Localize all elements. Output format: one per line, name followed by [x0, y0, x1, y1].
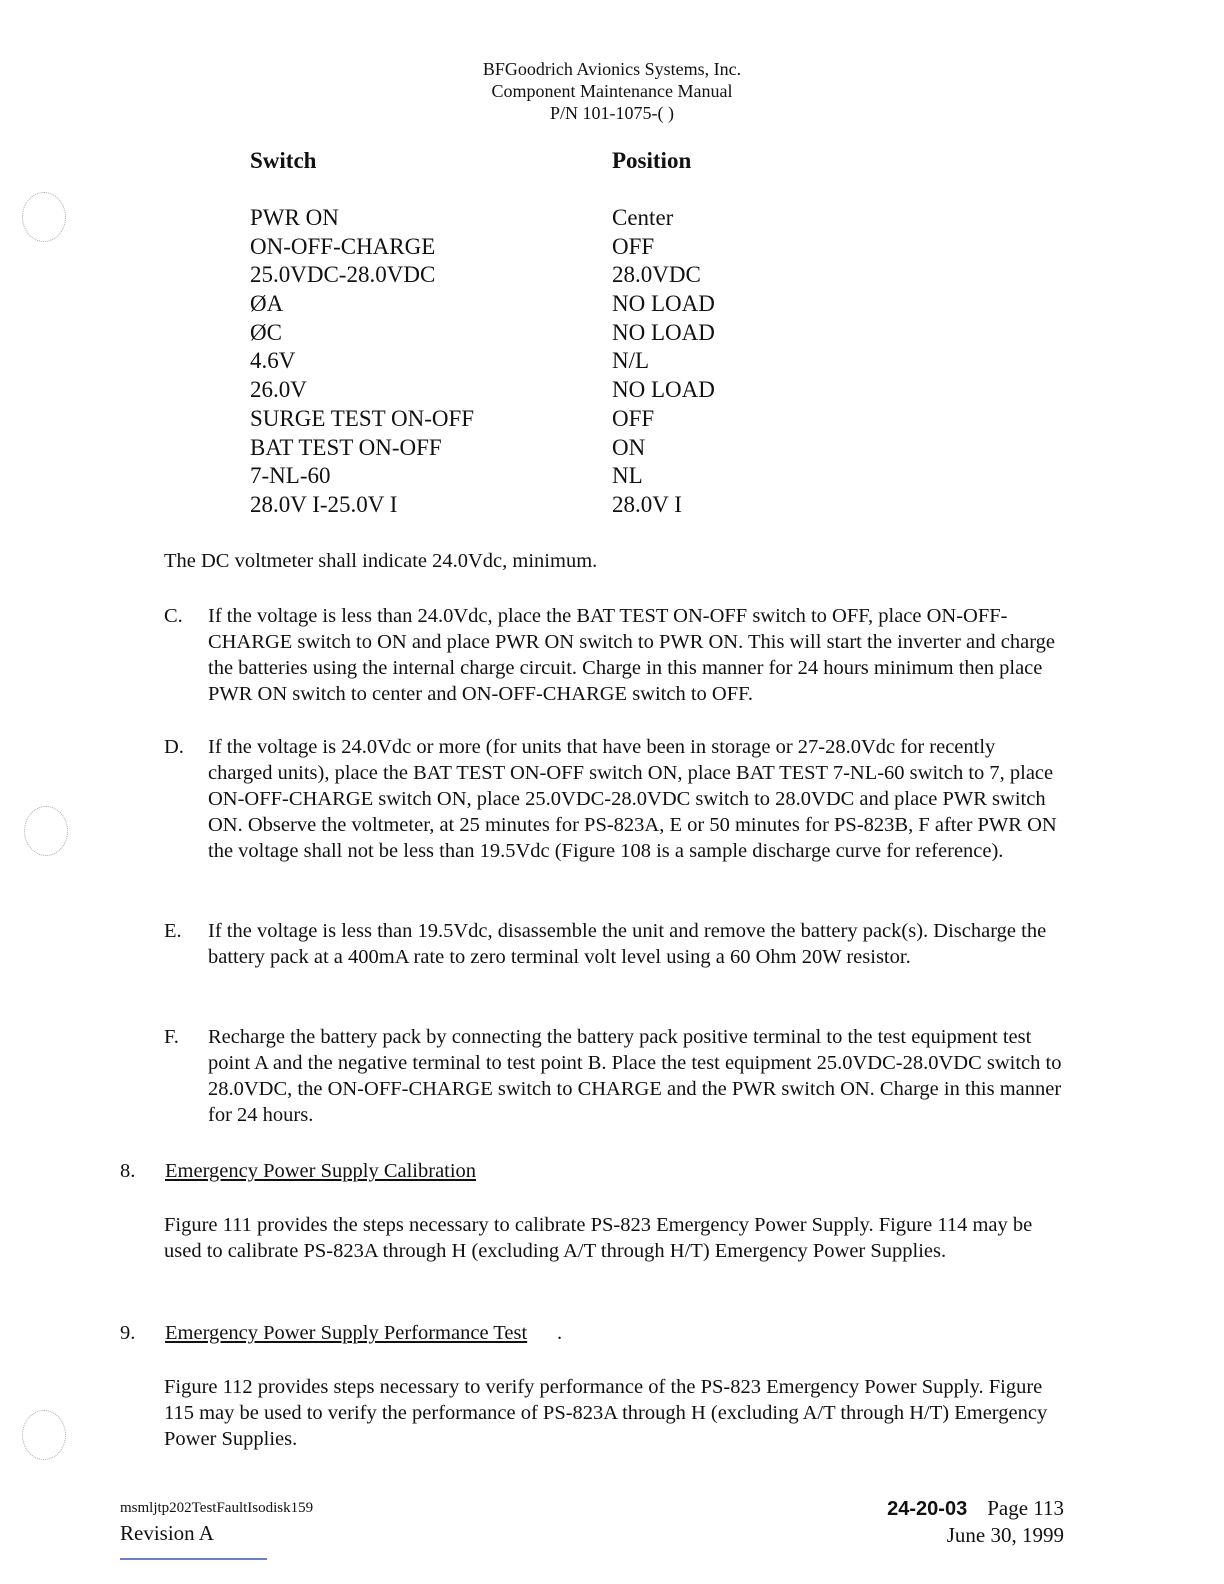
position-cell: NO LOAD: [612, 319, 715, 345]
hole-punch-mark: [22, 192, 66, 242]
footer-revision: Revision A: [120, 1521, 214, 1545]
switch-cell: 26.0V: [250, 377, 307, 403]
position-cell: NO LOAD: [612, 291, 715, 317]
switch-cell: SURGE TEST ON-OFF: [250, 405, 475, 431]
section-8-body: Figure 111 provides the steps necessary to calibrate PS-823 Emergency Power Supply. Figure 114 may be used to calibrate PS-823A through H (excluding A/T through H/T) Emergency Power Supplies.: [164, 1214, 1033, 1262]
company-name: BFGoodrich Avionics Systems, Inc.: [482, 59, 742, 79]
step-text: If the voltage is less than 19.5Vdc, disassemble the unit and remove the battery pack(s). Discharge the battery pack at a 400mA rate to zero terminal volt level using a 60 Ohm 20W resistor.: [208, 920, 1047, 968]
step-c: [164, 603, 1064, 707]
switch-cell: 4.6V: [250, 348, 296, 374]
page-header: [0, 58, 1224, 124]
section-title: Emergency Power Supply Calibration: [165, 1160, 477, 1182]
section-number: 8.: [120, 1160, 136, 1182]
switch-cell: 7-NL-60: [250, 463, 331, 489]
section-title: Emergency Power Supply Performance Test: [165, 1322, 528, 1344]
step-letter: F.: [164, 1026, 179, 1048]
hole-punch-mark: [22, 1410, 66, 1460]
step-letter: E.: [164, 920, 182, 942]
footer-left: [120, 1500, 313, 1546]
switch-cell: ØA: [250, 291, 284, 317]
step-letter: D.: [164, 736, 184, 758]
position-cell: NO LOAD: [612, 377, 715, 403]
position-cell: ON: [612, 434, 646, 460]
voltmeter-note: The DC voltmeter shall indicate 24.0Vdc, minimum.: [164, 550, 598, 572]
position-cell: Center: [612, 205, 674, 230]
footer-page-number: Page 113: [987, 1496, 1064, 1520]
section-number: 9.: [120, 1322, 136, 1344]
footer-right: [887, 1496, 1064, 1548]
position-cell: N/L: [612, 348, 650, 374]
step-text: If the voltage is less than 24.0Vdc, place the BAT TEST ON-OFF switch to OFF, place ON-OFF-CHARGE switch to ON and place PWR ON switch to PWR ON. This will start the inverter and charge the batteries using the internal charge circuit. Charge in this manner for 24 hours minimum then place PWR ON switch to center and ON-OFF-CHARGE switch to OFF.: [208, 605, 1056, 705]
footer-filename: msmljtp202TestFaultIsodisk159: [120, 1500, 314, 1516]
step-f: [164, 1024, 1064, 1128]
section-9-body: Figure 112 provides steps necessary to verify performance of the PS-823 Emergency Power Supply. Figure 115 may be used to verify the performance of PS-823A through H (excluding A/T through H/T) Emergency Power Supplies.: [164, 1376, 1048, 1450]
footer-date: June 30, 1999: [946, 1523, 1064, 1547]
step-d: [164, 734, 1064, 864]
position-cell: NL: [612, 463, 643, 489]
position-cell: OFF: [612, 405, 655, 431]
step-text: If the voltage is 24.0Vdc or more (for units that have been in storage or 27-28.0Vdc for recently charged units), place the BAT TEST ON-OFF switch ON, place BAT TEST 7-NL-60 switch to 7, place ON-OFF-CHARGE switch ON, place 25.0VDC-28.0VDC switch to 28.0VDC and place PWR switch ON. Observe the voltmeter, at 25 minutes for PS-823A, E or 50 minutes for PS-823B, F after PWR ON the voltage shall not be less than 19.5Vdc (Figure 108 is a sample discharge curve for reference).: [208, 736, 1057, 862]
section-title-period: .: [557, 1322, 563, 1344]
switch-cell: ON-OFF-CHARGE: [250, 233, 436, 259]
col-header-switch: Switch: [250, 148, 317, 173]
hole-punch-mark: [24, 806, 68, 856]
switch-cell: 28.0V I-25.0V I: [250, 491, 398, 517]
position-cell: 28.0VDC: [612, 262, 701, 288]
switch-cell: PWR ON: [250, 205, 339, 230]
switch-cell: ØC: [250, 319, 282, 345]
step-e: [164, 918, 1064, 970]
col-header-position: Position: [612, 148, 692, 173]
switch-cell: BAT TEST ON-OFF: [250, 434, 442, 460]
position-cell: 28.0V I: [612, 491, 682, 517]
step-text: Recharge the battery pack by connecting the battery pack positive terminal to the test equipment test point A and the negative terminal to test point B. Place the test equipment 25.0VDC-28.0VDC switch to 28.0VDC, the ON-OFF-CHARGE switch to CHARGE and the PWR switch ON. Charge in this manner for 24 hours.: [208, 1026, 1062, 1126]
footer-chapter-code: 24-20-03: [887, 1498, 968, 1520]
position-cell: OFF: [612, 233, 655, 259]
step-letter: C.: [164, 605, 183, 627]
switch-cell: 25.0VDC-28.0VDC: [250, 262, 436, 288]
manual-title: Component Maintenance Manual: [491, 81, 733, 101]
part-number: P/N 101-1075-( ): [550, 103, 674, 123]
footer-underline: [120, 1558, 267, 1560]
